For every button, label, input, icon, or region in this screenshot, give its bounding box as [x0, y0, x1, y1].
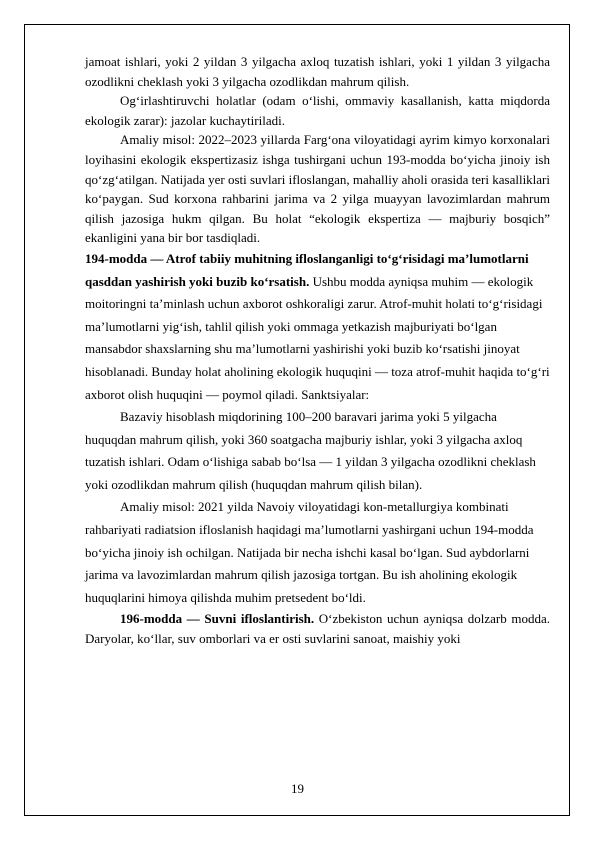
article-194-paragraph [85, 248, 550, 406]
document-body [85, 52, 550, 649]
paragraph-3: Amaliy misol: 2022–2023 yillarda Farg‘ona viloyatidagi ayrim kimyo korxonalari loyihasini ekologik ekspertizasiz ishga tushirgani uchun 193-modda bo‘yicha jinoiy ish qo‘zg‘atilgan. Natijada yer osti suvlari ifloslangan, mahalliy aholi orasida teri kasalliklari ko‘paygan. Sud korxona rahbarini jarima va 2 yilga muayyan lavozimlardan mahrum qilish jazosiga hukm qilgan. Bu holat “ekologik ekspertiza — majburiy bosqich” ekanligini yana bir bor tasdiqladi. [85, 132, 550, 246]
page-number: 19 [291, 781, 304, 796]
paragraph-sanctions: Bazaviy hisoblash miqdorining 100–200 baravari jarima yoki 5 yilgacha huquqdan mahrum qilish, yoki 360 soatgacha majburiy ishlar, yoki 3 yilgacha axloq tuzatish ishlari. Odam o‘lishiga sabab bo‘lsa — 1 yildan 3 yilgacha ozodlikni cheklash yoki ozodlikdan mahrum qilish (huquqdan mahrum qilish bilan). [85, 409, 536, 492]
paragraph-example-194: Amaliy misol: 2021 yilda Navoiy viloyatidagi kon-metallurgiya kombinati rahbariyati radiatsion ifloslanish haqidagi ma’lumotlarni yashirgani uchun 194-modda bo‘yicha jinoiy ish ochilgan. Natijada bir necha ishchi kasal bo‘lgan. Sud aybdorlarni jarima va lavozimlardan mahrum qilish jazosiga tortgan. Bu ish aholining ekologik huquqlarini himoya qilishda muhim pretsedent bo‘ldi. [85, 499, 534, 605]
article-194-heading: 194-modda — Atrof tabiiy muhitning ifloslanganligi to‘g‘risidagi ma’lumotlarni qasddan yashirish yoki buzib ko‘rsatish. [85, 250, 529, 289]
paragraph-1: jamoat ishlari, yoki 2 yildan 3 yilgacha axloq tuzatish ishlari, yoki 1 yildan 3 yilgacha ozodlikni cheklash yoki 3 yilgacha ozodlikdan mahrum qilish. [85, 54, 550, 89]
paragraph-2: Og‘irlashtiruvchi holatlar (odam o‘lishi, ommaviy kasallanish, katta miqdorda ekologik zarar): jazolar kuchaytiriladi. [85, 93, 550, 128]
article-194-text: Ushbu modda ayniqsa muhim — ekologik moitoringni ta’minlash uchun axborot oshkoraligi zarur. Atrof-muhit holati to‘g‘risidagi ma’lumotlarni yig‘ish, tahlil qilish yoki ommaga yetkazish majburiyati bo‘lgan mansabdor shaxslarning shu ma’lumotlarni yashirishi yoki buzib ko‘rsatishi jinoyat hisoblanadi. Bunday holat aholining ekologik huquqini — toza atrof-muhit haqida to‘g‘ri axborot olish huquqini — poymol qiladi. Sanktsiyalar: [85, 273, 550, 402]
article-196-heading: 196-modda — Suvni ifloslantirish. [120, 611, 315, 627]
article-196-paragraph [85, 609, 550, 648]
article-196-text: O‘zbekiston uchun ayniqsa dolzarb modda. Daryolar, ko‘llar, suv omborlari va er osti suvlarini sanoat, maishiy yoki [85, 611, 550, 647]
